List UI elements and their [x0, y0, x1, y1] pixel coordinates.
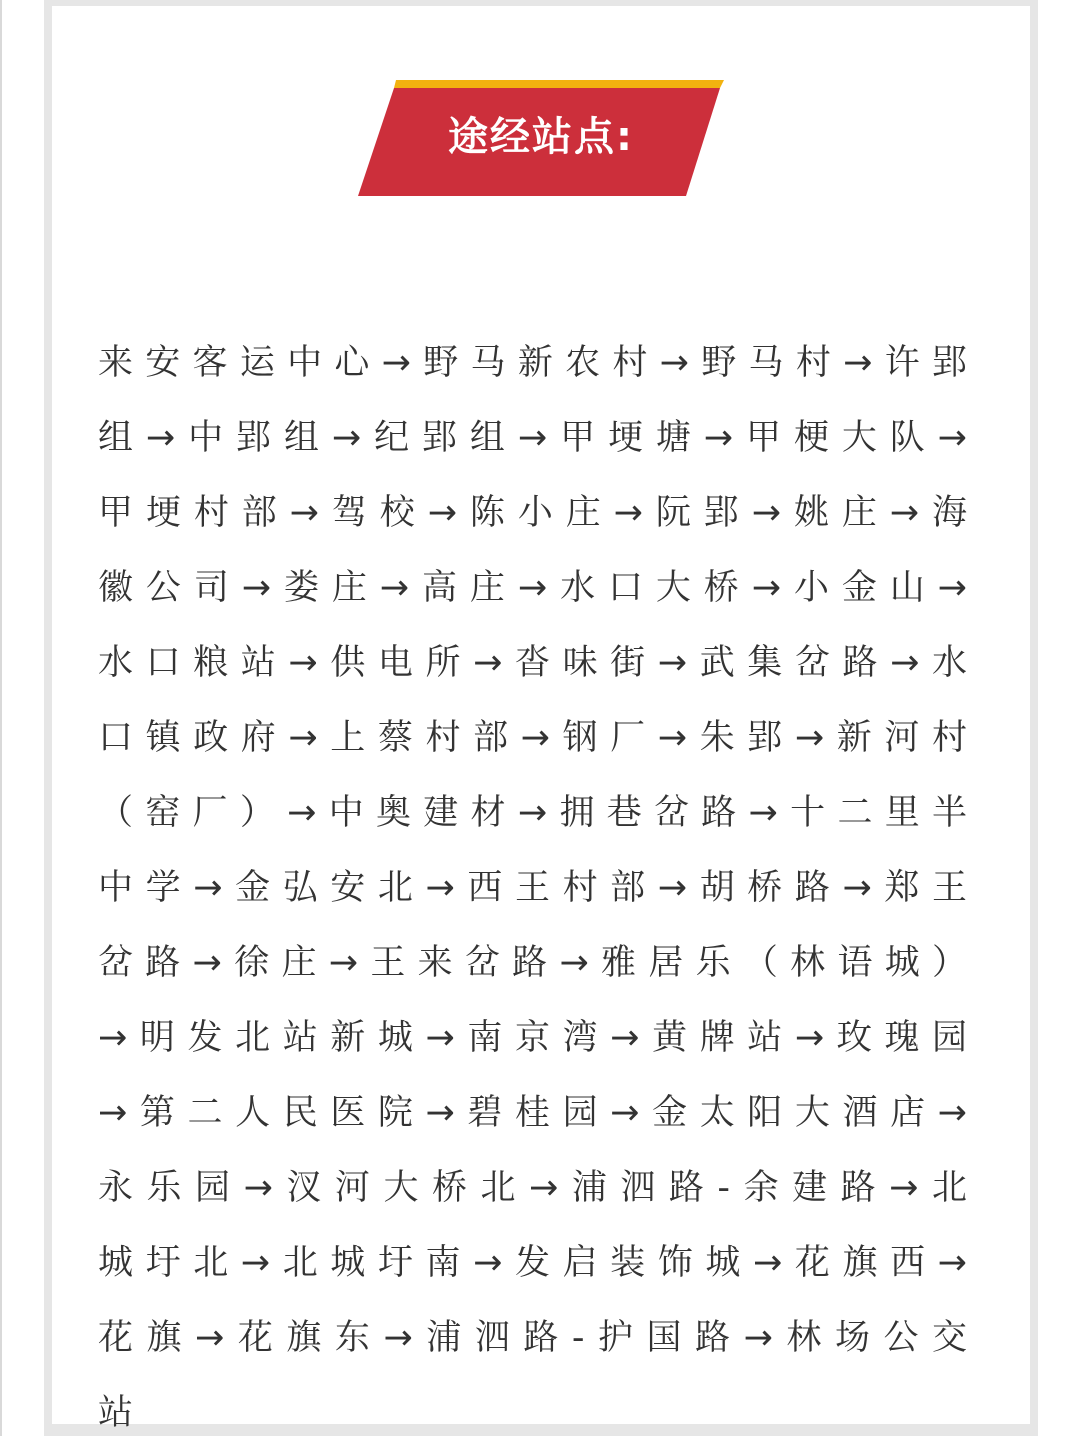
section-title: 途经站点:: [448, 114, 634, 160]
route-stops-text: 来安客运中心→野马新农村→野马村→许郢组→中郢组→纪郢组→甲埂塘→甲梗大队→甲埂村部→驾校→陈小庄→阮郢→姚庄→海徽公司→娄庄→高庄→水口大桥→小金山→水口粮站→供电所→沓味街→武集岔路→水口镇政府→上蔡村部→钢厂→朱郢→新河村（窑厂）→中奥建材→拥巷岔路→十二里半中学→金弘安北→西王村部→胡桥路→郑王岔路→徐庄→王来岔路→雅居乐（林语城）→明发北站新城→南京湾→黄牌站→玫瑰园→第二人民医院→碧桂园→金太阳大酒店→永乐园→汊河大桥北→浦泗路-余建路→北城圩北→北城圩南→发启装饰城→花旗西→花旗→花旗东→浦泗路-护国路→林场公交站: [98, 343, 978, 1433]
banner-stripe: [394, 80, 724, 88]
frame-right: [1030, 0, 1038, 1436]
frame-top: [44, 0, 1038, 6]
section-banner: [358, 80, 724, 196]
left-edge-line: [0, 0, 2, 1436]
frame-left: [44, 0, 52, 1436]
